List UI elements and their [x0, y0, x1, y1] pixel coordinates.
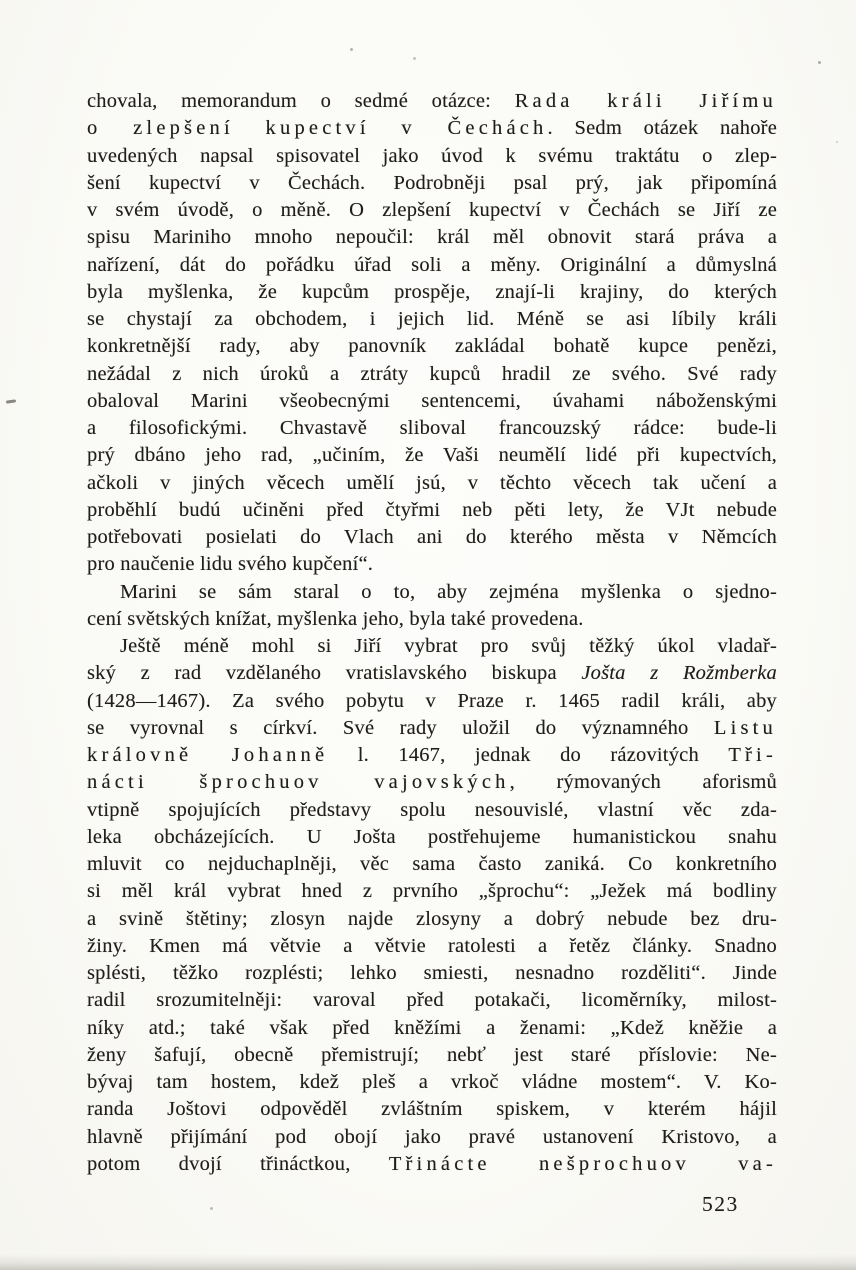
text-segment: v svém úvodě, o měně. O zlepšení kupectví v Čechách se Jiří ze [87, 199, 777, 221]
text-segment: byla myšlenka, že kupcům prospěje, znají-li krajiny, do kterých [87, 280, 777, 303]
text-line [87, 1015, 777, 1042]
text-line [87, 333, 777, 360]
text-segment: spisu Mariniho mnoho nepoučil: král měl obnovit stará práva a [87, 226, 777, 249]
scan-speck [836, 141, 838, 143]
text-line [87, 524, 777, 551]
text-line [87, 306, 777, 333]
body-text [87, 88, 777, 1178]
text-segment: cení světských knížat, myšlenka jeho, byla také provedena. [87, 607, 584, 630]
text-segment: proběhlí budú učiněni před čtyřmi neb pěti lety, že VJt nebude [87, 498, 777, 521]
text-segment: ženy šafují, obecně přemistrují; nebť jest staré příslovie: Ne- [87, 1043, 777, 1066]
text-line [87, 415, 777, 442]
text-segment: (1428—1467). Za svého pobytu v Praze r. 1465 radil králi, aby [87, 689, 777, 712]
spaced-emphasis-text: Třinácte nešprochuov va- [388, 1152, 777, 1175]
text-segment: potom dvojí třináctkou, [87, 1152, 389, 1175]
scan-speck [210, 1207, 213, 1210]
text-segment: bývaj tam hostem, kdež pleš a vrkoč vládne mostem“. V. Ko- [87, 1071, 777, 1093]
text-line [87, 742, 777, 769]
spaced-emphasis-text: o zlepšení kupectví v Čechách [87, 117, 548, 140]
text-segment: , rýmovaných aforismů [509, 771, 777, 794]
text-line [87, 797, 777, 824]
margin-mark [6, 399, 16, 403]
scan-speck [413, 57, 416, 60]
text-line [87, 1069, 777, 1096]
text-segment: uvedených napsal spisovatel jako úvod k svému traktátu o zlep- [87, 144, 777, 167]
scan-speck [818, 61, 821, 64]
text-segment: se chystají za obchodem, i jejich lid. Méně se asi líbily králi [87, 308, 777, 330]
text-line [87, 960, 777, 987]
text-line [87, 115, 777, 142]
text-segment: žiny. Kmen má větvie a větvie ratolesti a řetěz články. Snadno [87, 934, 777, 957]
text-segment: ačkoli v jiných věcech umělí jsú, v těchto věcech tak učení a [87, 471, 777, 494]
text-line [87, 551, 777, 578]
text-line [87, 851, 777, 878]
text-line [87, 906, 777, 933]
text-line [87, 361, 777, 388]
text-segment: a filosofickými. Chvastavě sliboval francouzský rádce: bude-li [87, 417, 777, 439]
text-line [87, 606, 777, 633]
text-line [87, 1042, 777, 1069]
text-line [87, 824, 777, 851]
text-line [87, 197, 777, 224]
text-line [87, 688, 777, 715]
text-segment: prý dbáno jeho rad, „učiním, že Vaši neumělí lidé při kupectvích, [87, 444, 777, 467]
page-number: 523 [702, 1192, 739, 1216]
text-line [87, 470, 777, 497]
text-segment: l. 1467, jednak do rázovitých [328, 744, 729, 766]
scan-edge-shadow [0, 1254, 856, 1270]
spaced-emphasis-text: Tři- [728, 744, 777, 766]
text-segment: nežádal z nich úroků a ztráty kupců hradil ze svého. Své rady [87, 362, 777, 385]
text-segment: pro naučenie lidu svého kupčení“. [87, 553, 374, 576]
text-segment: . Sedm otázek nahoře [547, 117, 777, 140]
text-segment: a svině štětiny; zlosyn najde zlosyny a dobrý nebude bez dru- [87, 907, 777, 930]
text-line [87, 279, 777, 306]
text-segment: leka obcházejících. U Jošta postřehujeme humanistickou snahu [87, 825, 777, 848]
text-segment: obaloval Marini všeobecnými sentencemi, úvahami náboženskými [87, 389, 777, 412]
text-segment: konkretnější rady, aby panovník zakládal bohatě kupce penězi, [87, 335, 777, 358]
spaced-emphasis-text: Rada králi Jiřímu [514, 90, 777, 112]
text-line [87, 143, 777, 170]
text-segment: hlavně přijímání pod obojí jako pravé ustanovení Kristovo, a [87, 1125, 777, 1148]
text-segment: radil srozumitelněji: varoval před potakači, licoměrníky, milost- [87, 989, 777, 1012]
text-line [87, 769, 777, 796]
text-line [87, 633, 777, 660]
spaced-emphasis-text: královně Johanně [87, 744, 329, 766]
text-segment: ský z rad vzdělaného vratislavského biskupa [87, 662, 582, 685]
text-segment: mluvit co nejduchaplněji, věc sama často zaniká. Co konkretního [87, 853, 777, 875]
text-segment: šení kupectví v Čechách. Podrobněji psal prý, jak připomíná [87, 171, 777, 194]
text-line [87, 252, 777, 279]
text-line [87, 88, 777, 115]
spaced-emphasis-text: Listu [713, 716, 777, 739]
text-line [87, 1124, 777, 1151]
text-line [87, 224, 777, 251]
scan-speck [350, 48, 353, 51]
text-segment: Ještě méně mohl si Jiří vybrat pro svůj těžký úkol vladař- [120, 635, 777, 657]
text-segment: chovala, memorandum o sedmé otázce: [87, 90, 515, 112]
text-line [87, 1151, 777, 1178]
text-segment: potřebovati posielati do Vlach ani do kterého města v Němcích [87, 526, 777, 548]
text-line [87, 987, 777, 1014]
text-segment: splésti, těžko rozplésti; lehko smiesti, nesnadno rozděliti“. Jinde [87, 962, 777, 984]
text-line [87, 933, 777, 960]
spaced-emphasis-text: nácti šprochuov vajovských [87, 771, 510, 794]
text-line [87, 878, 777, 905]
text-line [87, 442, 777, 469]
text-line [87, 388, 777, 415]
italic-name-text: Jošta z Rožmberka [581, 662, 777, 685]
text-line [87, 660, 777, 687]
text-segment: níky atd.; také však před kněžími a ženami: „Kdež kněžie a [87, 1016, 777, 1039]
text-segment: se vyrovnal s církví. Své rady uložil do významného [87, 716, 714, 739]
text-segment: vtipně spojujících představy spolu nesouvislé, vlastní věc zda- [87, 798, 777, 821]
text-line [87, 579, 777, 606]
text-segment: Marini se sám staral o to, aby zejména myšlenka o sjedno- [120, 580, 777, 603]
text-line [87, 170, 777, 197]
text-line [87, 715, 777, 742]
text-segment: randa Joštovi odpověděl zvláštním spiskem, v kterém hájil [87, 1098, 777, 1121]
text-segment: si měl král vybrat hned z prvního „šprochu“: „Ježek má bodliny [87, 880, 777, 903]
text-line [87, 497, 777, 524]
text-line [87, 1096, 777, 1123]
text-segment: nařízení, dát do pořádku úřad soli a měny. Originální a důmyslná [87, 253, 777, 276]
